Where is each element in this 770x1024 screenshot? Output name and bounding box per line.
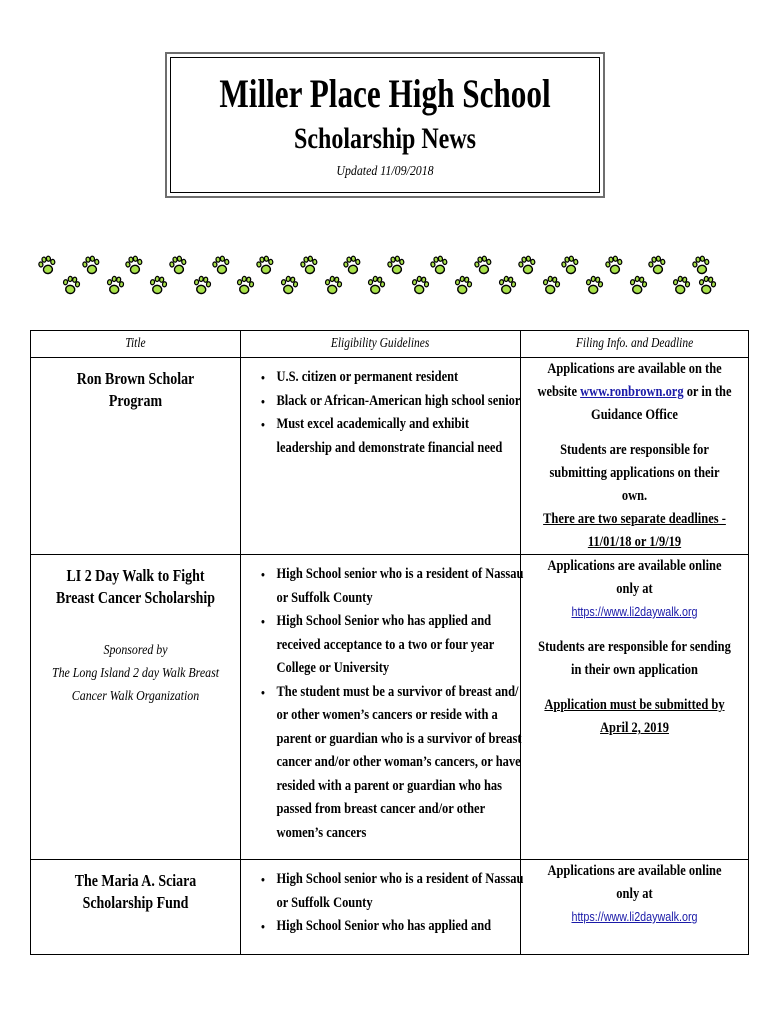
paw-print-icon [540, 273, 562, 298]
filing-deadline: There are two separate deadlines - 11/01/18 or 1/9/19 [543, 511, 726, 550]
paw-print-icon [696, 273, 718, 298]
paw-print-icon [472, 252, 494, 277]
filing-deadline: Application must be submitted by April 2, 2019 [544, 697, 725, 736]
scholarship-table [30, 330, 749, 955]
paw-print-icon [322, 273, 344, 298]
paw-print-icon [147, 273, 169, 298]
paw-print-icon [428, 252, 450, 277]
filing-responsibility: Students are responsible for submitting applications on their own. [549, 442, 720, 504]
paw-print-icon [496, 273, 518, 298]
filing-cell [521, 555, 749, 860]
li2daywalk-link[interactable]: https://www.li2daywalk.org [571, 605, 698, 619]
table-header-row [31, 331, 749, 358]
scholarship-title: LI 2 Day Walk to Fight Breast Cancer Scholarship [55, 566, 216, 607]
scholarship-title: The Maria A. Sciara Scholarship Fund [74, 871, 197, 912]
newsletter-title: Scholarship News [293, 122, 477, 155]
column-header-filing: Filing Info. and Deadline [521, 331, 749, 358]
table-row [31, 555, 749, 860]
paw-print-icon [365, 273, 387, 298]
paw-print-icon [36, 252, 58, 277]
eligibility-item: • High School Senior who has applied and received acceptance to a two or four year College or University [261, 610, 526, 681]
paw-print-icon [235, 273, 257, 298]
eligibility-item: • Must excel academically and exhibit leadership and demonstrate financial need [261, 413, 526, 460]
paw-print-border [38, 252, 718, 312]
paw-print-icon [671, 273, 693, 298]
paw-print-icon [559, 252, 581, 277]
paw-print-icon [409, 273, 431, 298]
paw-print-icon [278, 273, 300, 298]
scholarship-title-cell [31, 555, 241, 860]
school-title: Miller Place High School [219, 71, 551, 116]
eligibility-item: • Black or African-American high school senior [261, 390, 526, 414]
paw-print-icon [60, 273, 82, 298]
paw-print-icon [104, 273, 126, 298]
scholarship-title: Ron Brown Scholar Program [76, 369, 195, 410]
paw-print-icon [80, 252, 102, 277]
updated-date: Updated 11/09/2018 [336, 164, 434, 179]
ronbrown-link[interactable]: www.ronbrown.org [580, 384, 684, 400]
paw-print-icon [603, 252, 625, 277]
filing-info-line: Applications are available on the website www.ronbrown.org or in the Guidance Office [537, 361, 732, 423]
paw-print-icon [167, 252, 189, 277]
li2daywalk-link[interactable]: https://www.li2daywalk.org [571, 910, 698, 924]
table-row [31, 860, 749, 955]
eligibility-cell [241, 358, 521, 555]
paw-print-icon [123, 252, 145, 277]
table-row [31, 358, 749, 555]
scholarship-title-cell [31, 860, 241, 955]
filing-responsibility: Students are responsible for sending in their own application [538, 639, 731, 678]
paw-print-icon [516, 252, 538, 277]
header-box [165, 52, 605, 198]
column-header-title: Title [31, 331, 241, 358]
eligibility-item: • High School senior who is a resident of Nassau or Suffolk County [261, 563, 526, 610]
paw-print-icon [341, 252, 363, 277]
paw-print-icon [583, 273, 605, 298]
eligibility-item: • The student must be a survivor of breast and/ or other women’s cancers or reside with a parent or guardian who is a survivor of breast cancer and/or other woman’s cancers, or have resided with a parent or guardian who has passed from breast cancer and/or other women’s cancers [261, 681, 526, 846]
filing-info-line: Applications are available online only at [547, 558, 722, 597]
filing-cell [521, 358, 749, 555]
eligibility-item: • High School Senior who has applied and [261, 915, 526, 939]
eligibility-cell [241, 555, 524, 860]
eligibility-item: • High School senior who is a resident of Nassau or Suffolk County [261, 868, 526, 915]
eligibility-item: • U.S. citizen or permanent resident [261, 366, 526, 390]
scholarship-title-cell [31, 358, 241, 555]
header-inner-border [170, 57, 600, 193]
sponsor-text: Sponsored by The Long Island 2 day Walk Breast Cancer Walk Organization [51, 643, 220, 704]
paw-print-icon [385, 252, 407, 277]
paw-print-icon [191, 273, 213, 298]
paw-print-icon [453, 273, 475, 298]
eligibility-cell [241, 860, 524, 955]
paw-print-icon [210, 252, 232, 277]
paw-print-icon [254, 252, 276, 277]
filing-info-line: Applications are available online only at [547, 863, 722, 902]
column-header-eligibility: Eligibility Guidelines [241, 331, 521, 358]
paw-print-icon [298, 252, 320, 277]
paw-print-icon [627, 273, 649, 298]
filing-cell [521, 860, 749, 955]
paw-print-icon [646, 252, 668, 277]
